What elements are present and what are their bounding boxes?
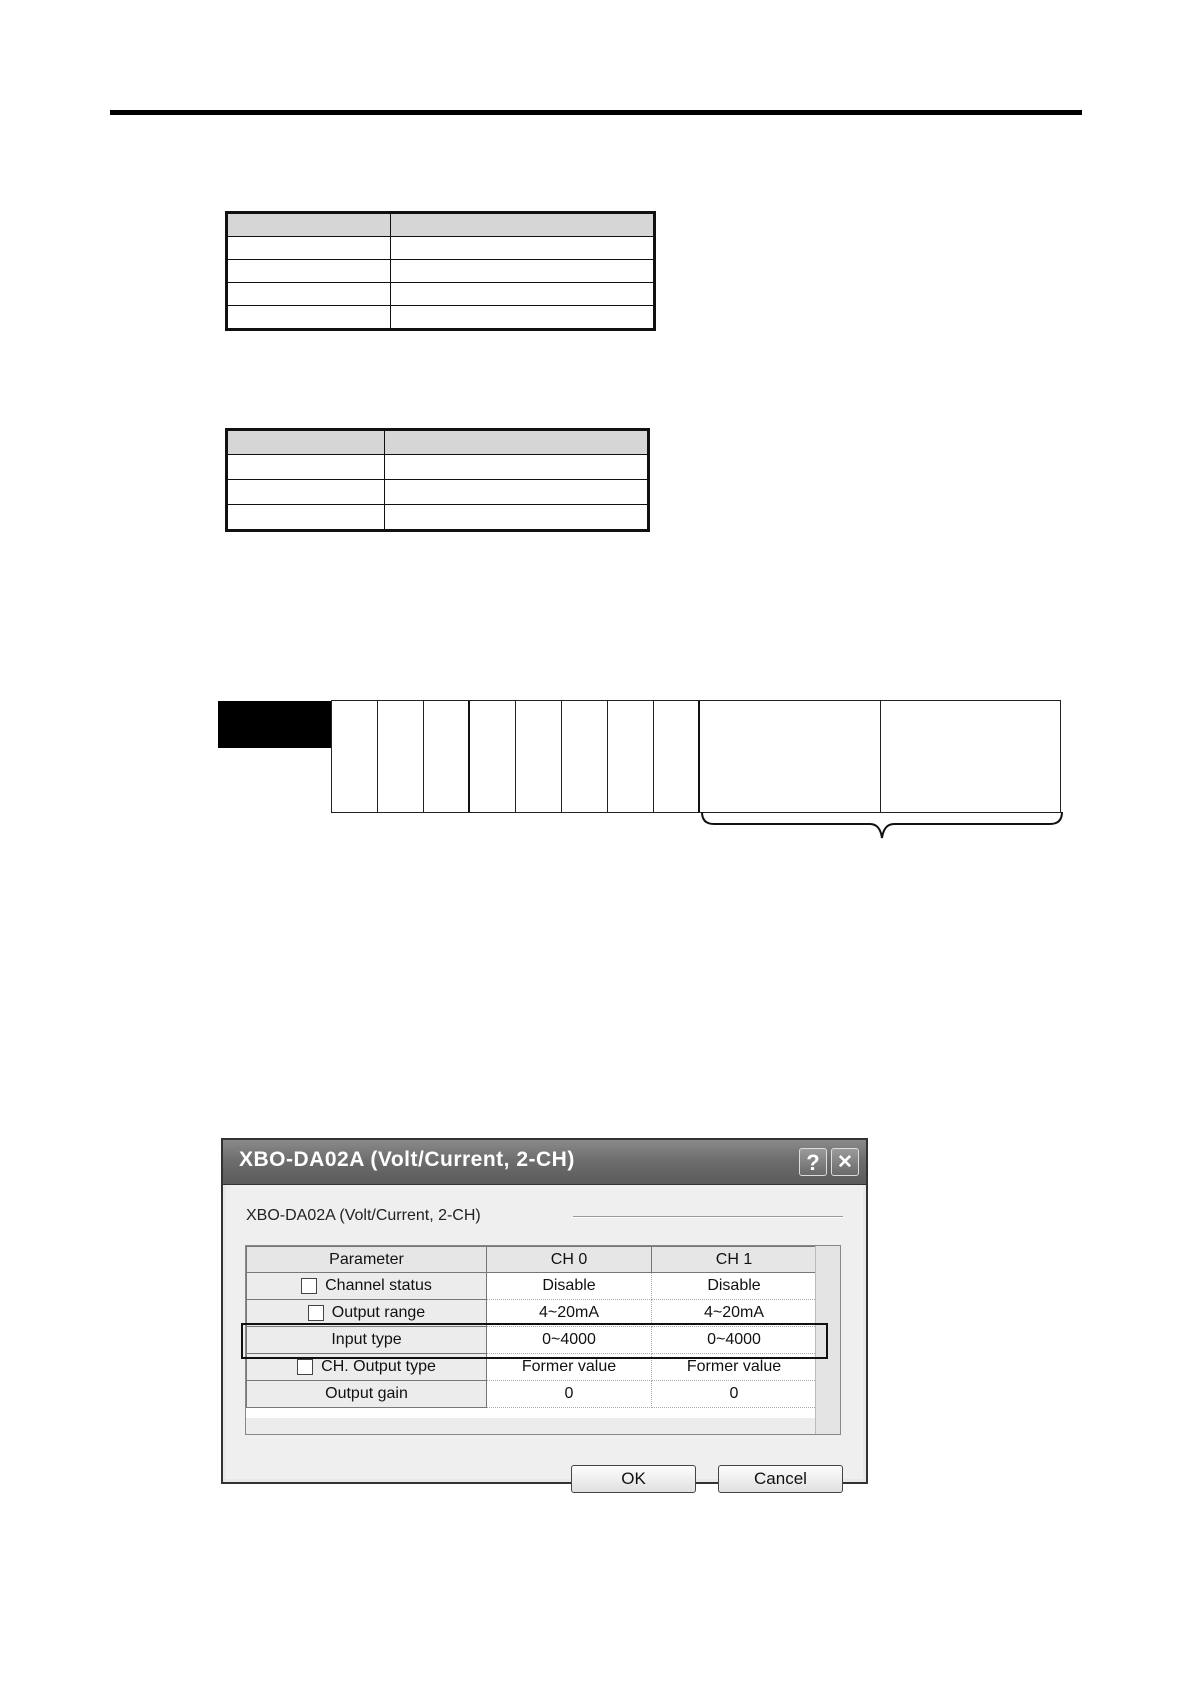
param-cell: Input type [247,1327,487,1354]
output-type-checkbox[interactable] [297,1359,313,1375]
dialog-title: XBO-DA02A (Volt/Current, 2-CH) [239,1148,575,1171]
brace-icon [700,812,1064,840]
bit-cell [378,701,424,812]
table-row [227,283,655,306]
ch0-cell[interactable]: 0~4000 [487,1327,652,1354]
header-parameter: Parameter [247,1247,487,1273]
ch1-cell[interactable]: 4~20mA [652,1300,817,1327]
table-row [227,237,655,260]
output-range-checkbox[interactable] [308,1305,324,1321]
table-2 [225,428,650,532]
table-row [227,505,649,531]
table-row [247,1300,817,1327]
header-rule [110,110,1082,115]
grid-scrollbar[interactable] [815,1246,840,1434]
param-cell: Output gain [247,1381,487,1408]
header-ch1: CH 1 [652,1247,817,1273]
table-row [227,213,655,237]
table-row [227,430,649,455]
ch1-cell[interactable]: Former value [652,1354,817,1381]
ch0-cell[interactable]: 4~20mA [487,1300,652,1327]
param-label: Output range [331,1304,426,1321]
param-cell [247,1300,487,1327]
dialog-body [226,1185,863,1488]
param-cell [247,1273,487,1300]
ch0-cell[interactable]: Disable [487,1273,652,1300]
ok-button[interactable]: OK [571,1465,696,1493]
table-row [247,1327,817,1354]
table-row [247,1381,817,1408]
channel-status-checkbox[interactable] [301,1278,317,1294]
table-row [227,455,649,480]
bit-cell [516,701,562,812]
ch0-cell[interactable]: Former value [487,1354,652,1381]
ch1-cell[interactable]: Disable [652,1273,817,1300]
param-label: Channel status [325,1277,432,1294]
parameter-grid [245,1245,841,1435]
table-row [227,306,655,330]
bit-cell [424,701,470,812]
bit-cell [608,701,654,812]
bit-cell [332,701,378,812]
table-row [227,260,655,283]
grid-table [246,1246,817,1408]
help-button[interactable]: ? [799,1148,827,1176]
grid-empty-area [246,1418,816,1434]
group-label: XBO-DA02A (Volt/Current, 2-CH) [246,1207,481,1224]
cancel-button[interactable]: Cancel [718,1465,843,1493]
dialog-titlebar [223,1140,866,1185]
parameter-dialog [221,1138,868,1488]
group-divider [573,1216,843,1218]
bit-layout-diagram [331,700,1061,813]
table-1 [225,211,656,331]
close-button[interactable]: ✕ [831,1148,859,1176]
table-row [247,1273,817,1300]
table-row [247,1354,817,1381]
bit-cell [700,701,881,812]
table-row [227,480,649,505]
bit-cell [562,701,608,812]
bit-cell [470,701,516,812]
header-ch0: CH 0 [487,1247,652,1273]
param-cell [247,1354,487,1381]
ch1-cell[interactable]: 0 [652,1381,817,1408]
ch1-cell[interactable]: 0~4000 [652,1327,817,1354]
register-label-box [218,701,332,748]
grid-header-row [247,1247,817,1273]
bit-cell [654,701,700,812]
ch0-cell[interactable]: 0 [487,1381,652,1408]
param-label: CH. Output type [321,1358,436,1375]
